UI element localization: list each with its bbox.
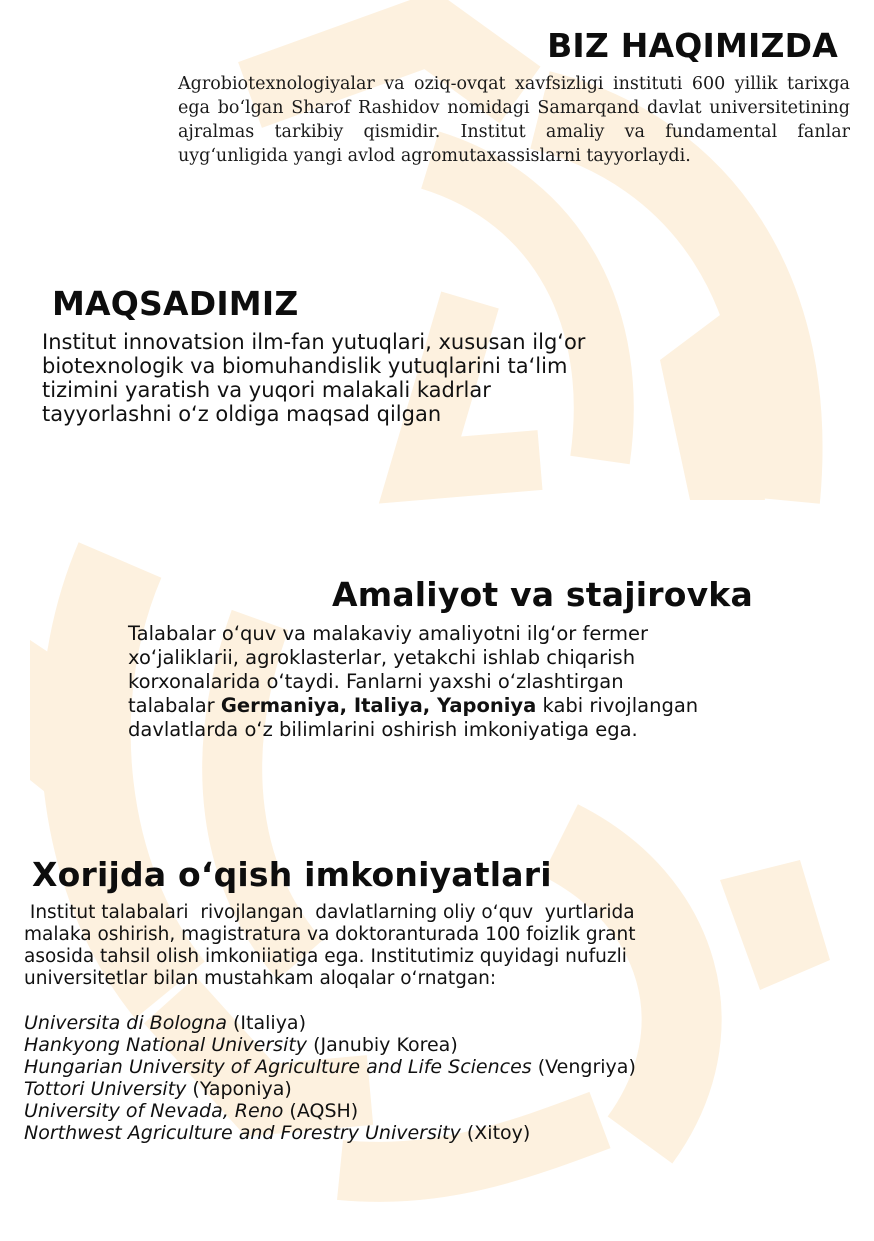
university-country: (AQSH) (283, 1100, 359, 1122)
practice-text-segment: talabalar (128, 694, 221, 717)
about-title: BIZ HAQIMIZDA (547, 26, 838, 65)
practice-text-line: korxonalarida o‘taydi. Fanlarni yaxshi o‘zlashtirgan (128, 670, 624, 693)
university-item (24, 1100, 854, 1122)
university-name: Hungarian University of Agriculture and Life Sciences (24, 1056, 532, 1078)
countries-highlight: Germaniya, Italiya, Yaponiya (220, 694, 537, 717)
goal-text-line: tayyorlashni o‘z oldiga maqsad qilgan (42, 402, 442, 426)
practice-text-line: Talabalar o‘quv va malakaviy amaliyotni ilg‘or fermer (128, 622, 649, 645)
university-country: (Yaponiya) (186, 1078, 292, 1100)
university-item (24, 1012, 854, 1034)
university-name: Universita di Bologna (24, 1012, 227, 1034)
abroad-text-line: malaka oshirish, magistratura va doktoranturada 100 foizlik grant (24, 924, 636, 945)
university-country: (Italiya) (226, 1012, 306, 1034)
goal-text-line: biotexnologik va biomuhandislik yutuqlarini ta‘lim (42, 354, 568, 378)
university-name: Northwest Agriculture and Forestry University (24, 1122, 461, 1144)
university-country: (Xitoy) (460, 1122, 531, 1144)
university-name: University of Nevada, Reno (24, 1100, 284, 1122)
goal-title: MAQSADIMIZ (52, 284, 299, 323)
practice-text-line: davlatlarda o‘z bilimlarini oshirish imkoniyatiga ega. (128, 718, 638, 741)
university-list (24, 1012, 854, 1144)
practice-text-line: xo‘jaliklarii, agroklasterlar, yetakchi ishlab chiqarish (128, 646, 636, 669)
goal-section (42, 282, 742, 426)
practice-title: Amaliyot va stajirovka (332, 575, 753, 614)
goal-text-line: Institut innovatsion ilm-fan yutuqlari, xususan ilg‘or (42, 330, 586, 354)
university-item (24, 1122, 854, 1144)
abroad-text-line: asosida tahsil olish imkoniiatiga ega. Institutimiz quyidagi nufuzli (24, 946, 627, 967)
university-name: Hankyong National University (24, 1034, 308, 1056)
university-item (24, 1078, 854, 1100)
goal-text-line: tizimini yaratish va yuqori malakali kadrlar (42, 378, 491, 402)
about-section (178, 26, 850, 168)
abroad-title: Xorijda o‘qish imkoniyatlari (32, 855, 552, 894)
abroad-section (24, 852, 854, 1144)
abroad-text-line: Institut talabalari rivojlangan davlatlarning oliy o‘quv yurtlarida (24, 902, 635, 923)
university-item (24, 1056, 854, 1078)
university-country: (Janubiy Korea) (307, 1034, 458, 1056)
university-country: (Vengriya) (531, 1056, 636, 1078)
university-name: Tottori University (24, 1078, 187, 1100)
practice-text-line (128, 694, 838, 718)
practice-section (128, 574, 838, 742)
university-item (24, 1034, 854, 1056)
practice-text-segment: kabi rivojlangan (536, 694, 699, 717)
abroad-text-line: universitetlar bilan mustahkam aloqalar o‘rnatgan: (24, 968, 497, 989)
about-text: Agrobiotexnologiyalar va oziq-ovqat xavfsizligi instituti 600 yillik tarixga ega bo‘lgan Sharof Rashidov nomidagi Samarqand davlat universitetining ajralmas tarkibiy qismidir. Institut amaliy va fundamental fanlar uyg‘unligida yangi avlod agromutaxassislarni tayyorlaydi. (178, 74, 850, 166)
